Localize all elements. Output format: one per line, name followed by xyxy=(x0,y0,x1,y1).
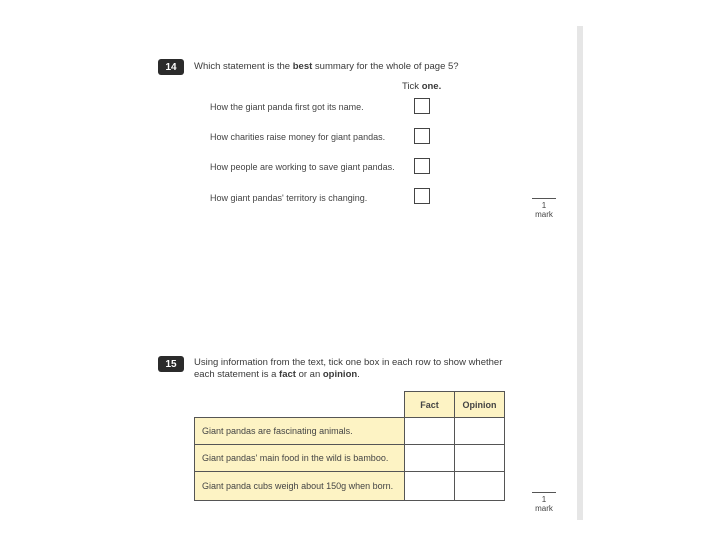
table-row xyxy=(195,445,505,472)
tick-one-instruction: Tick one. xyxy=(402,81,442,92)
fact-box-3[interactable] xyxy=(405,472,455,501)
q14-option-3: How people are working to save giant pandas. xyxy=(210,162,395,172)
table-row xyxy=(195,472,505,501)
q14-option-1: How the giant panda first got its name. xyxy=(210,102,364,112)
opinion-box-3[interactable] xyxy=(455,472,505,501)
statement-1: Giant pandas are fascinating animals. xyxy=(195,418,405,445)
question-14-prompt: Which statement is the best summary for the whole of page 5? xyxy=(194,61,459,72)
q14-option-2: How charities raise money for giant pandas. xyxy=(210,132,386,142)
q14-checkbox-1[interactable] xyxy=(414,98,430,114)
opinion-box-1[interactable] xyxy=(455,418,505,445)
question-14-number: 14 xyxy=(158,59,184,75)
q14-option-4: How giant pandas' territory is changing. xyxy=(210,193,368,203)
fact-box-2[interactable] xyxy=(405,445,455,472)
table-corner xyxy=(195,392,405,418)
question-15-number: 15 xyxy=(158,356,184,372)
fact-box-1[interactable] xyxy=(405,418,455,445)
question-15-prompt: Using information from the text, tick one box in each row to show whether each statement is a fact or an opinion. xyxy=(194,357,503,380)
opinion-column-header: Opinion xyxy=(455,392,505,418)
opinion-box-2[interactable] xyxy=(455,445,505,472)
page-edge-strip xyxy=(577,26,583,520)
q14-mark: 1 mark xyxy=(532,198,556,219)
fact-opinion-table xyxy=(194,391,505,501)
q14-checkbox-3[interactable] xyxy=(414,158,430,174)
table-row xyxy=(195,418,505,445)
fact-column-header: Fact xyxy=(405,392,455,418)
q15-mark: 1 mark xyxy=(532,492,556,513)
q14-checkbox-2[interactable] xyxy=(414,128,430,144)
q14-checkbox-4[interactable] xyxy=(414,188,430,204)
statement-3: Giant panda cubs weigh about 150g when born. xyxy=(195,472,405,501)
statement-2: Giant pandas' main food in the wild is bamboo. xyxy=(195,445,405,472)
